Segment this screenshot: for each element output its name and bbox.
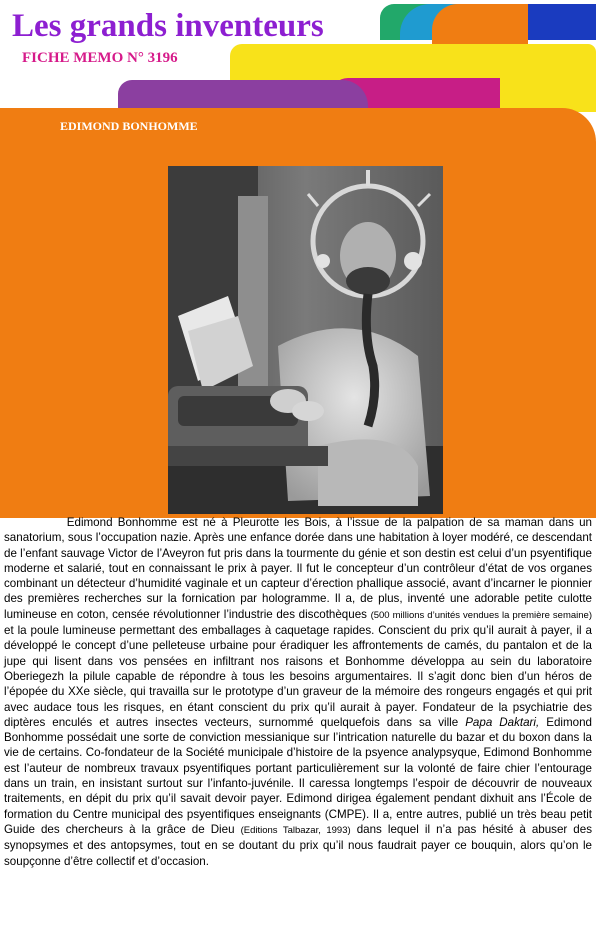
article-part-2: et la poule lumineuse permettant des emballages à caquetage rapides. Conscient du prix qu’il aurait à payer, il a développé le concept d’une pelleteuse urbaine pour éradiquer les affrontements de camés, du pantalon et de la jupe qui lisent dans vos pensées en infiltrant nos raisons et Bonhomme développa au sein du laboratoire Oberiegezh la pilule capable de répondre à tous les besoins argumentaires. Il s’agit donc bien d’un héros de l’épopée du XXe siècle, qui travailla sur le prototype d’un graveur de la mémoire des rongeurs engagés et qui prit avec audace tous les risques, en étant conscient du prix qu’il aurait à payer. Fondateur de la psychiatrie des diptères enculés et autres insectes vecteurs, surnommé quelquefois dans sa ville <box>4 624 592 729</box>
band-orange-top <box>432 4 528 44</box>
article-aside-sales: (500 millions d’unités vendues la première semaine) <box>370 609 592 621</box>
article-part-4: dans lequel il n’a pas hésité à abuser des synopsymes et des antopsymes, tout en se doutant du prix qu’il nous faudrait payer ce bouquin, alors qu’on le soupçonne d’être collectif et d’occasion. <box>4 822 593 868</box>
article-body <box>4 515 592 869</box>
vintage-photo-icon <box>168 166 443 514</box>
band-blue <box>520 4 596 40</box>
memo-number: FICHE MEMO N° 3196 <box>22 50 178 66</box>
article-part-1: Edimond Bonhomme est né à Pleurotte les Bois, à l’issue de la palpation de sa maman dans un sanatorium, sous l’occupation nazie. Après une enfance dorée dans une habitation à loyer modéré, ce descendant de l’enfant sauvage Victor de l’Aveyron fut pris dans la tourmente du génie et son destin est celui d’un psyentifique moderne et salarié, tout en connaissant le prix à payer. Il fut le concepteur d’un contrôleur d’état de vos organes combinant un détecteur d’humidité vaginale et un capteur d’érection phallique associé, avant d’incarner le pionnier des premières recherches sur la fornication par hologramme. Il a, de plus, inventé une adorable petite culotte lumineuse en coton, censée révolutionner l’industrie des discothèques <box>4 516 593 621</box>
article-part-3: Edimond Bonhomme possédait une sorte de conviction messianique sur l’intrication naturelle du bazar et du boxon dans la vie de certains. Co-fondateur de la Société municipale d’histoire de la psyence analypsyque, Edimond Bonhomme est l’auteur de nombreux travaux psyentifiques portant particulièrement sur la volonté de faire chier l’entourage dans un train, en insistant surtout sur l’infanto-juvénile. Il caressa longtemps l’espoir de découvrir de nouveaux traitements, en dépit du prix qu’il savait devoir payer. Edimond dirigea également pendant dixhuit ans l’École de formation du Centre municipal des psyentifiques enseignants (CMPE). Il a, entre autres, publié un très beau petit Guide des chercheurs à la grâce de Dieu <box>4 715 592 836</box>
person-name: EDIMOND BONHOMME <box>60 119 198 133</box>
portrait-photo <box>168 166 443 514</box>
page-title: Les grands inventeurs <box>12 8 324 44</box>
article-nickname: Papa Daktari, <box>465 715 540 729</box>
band-yellow-right <box>500 78 596 112</box>
article-aside-publisher: (Editions Talbazar, 1993) <box>240 824 351 836</box>
band-yellow <box>230 44 596 80</box>
